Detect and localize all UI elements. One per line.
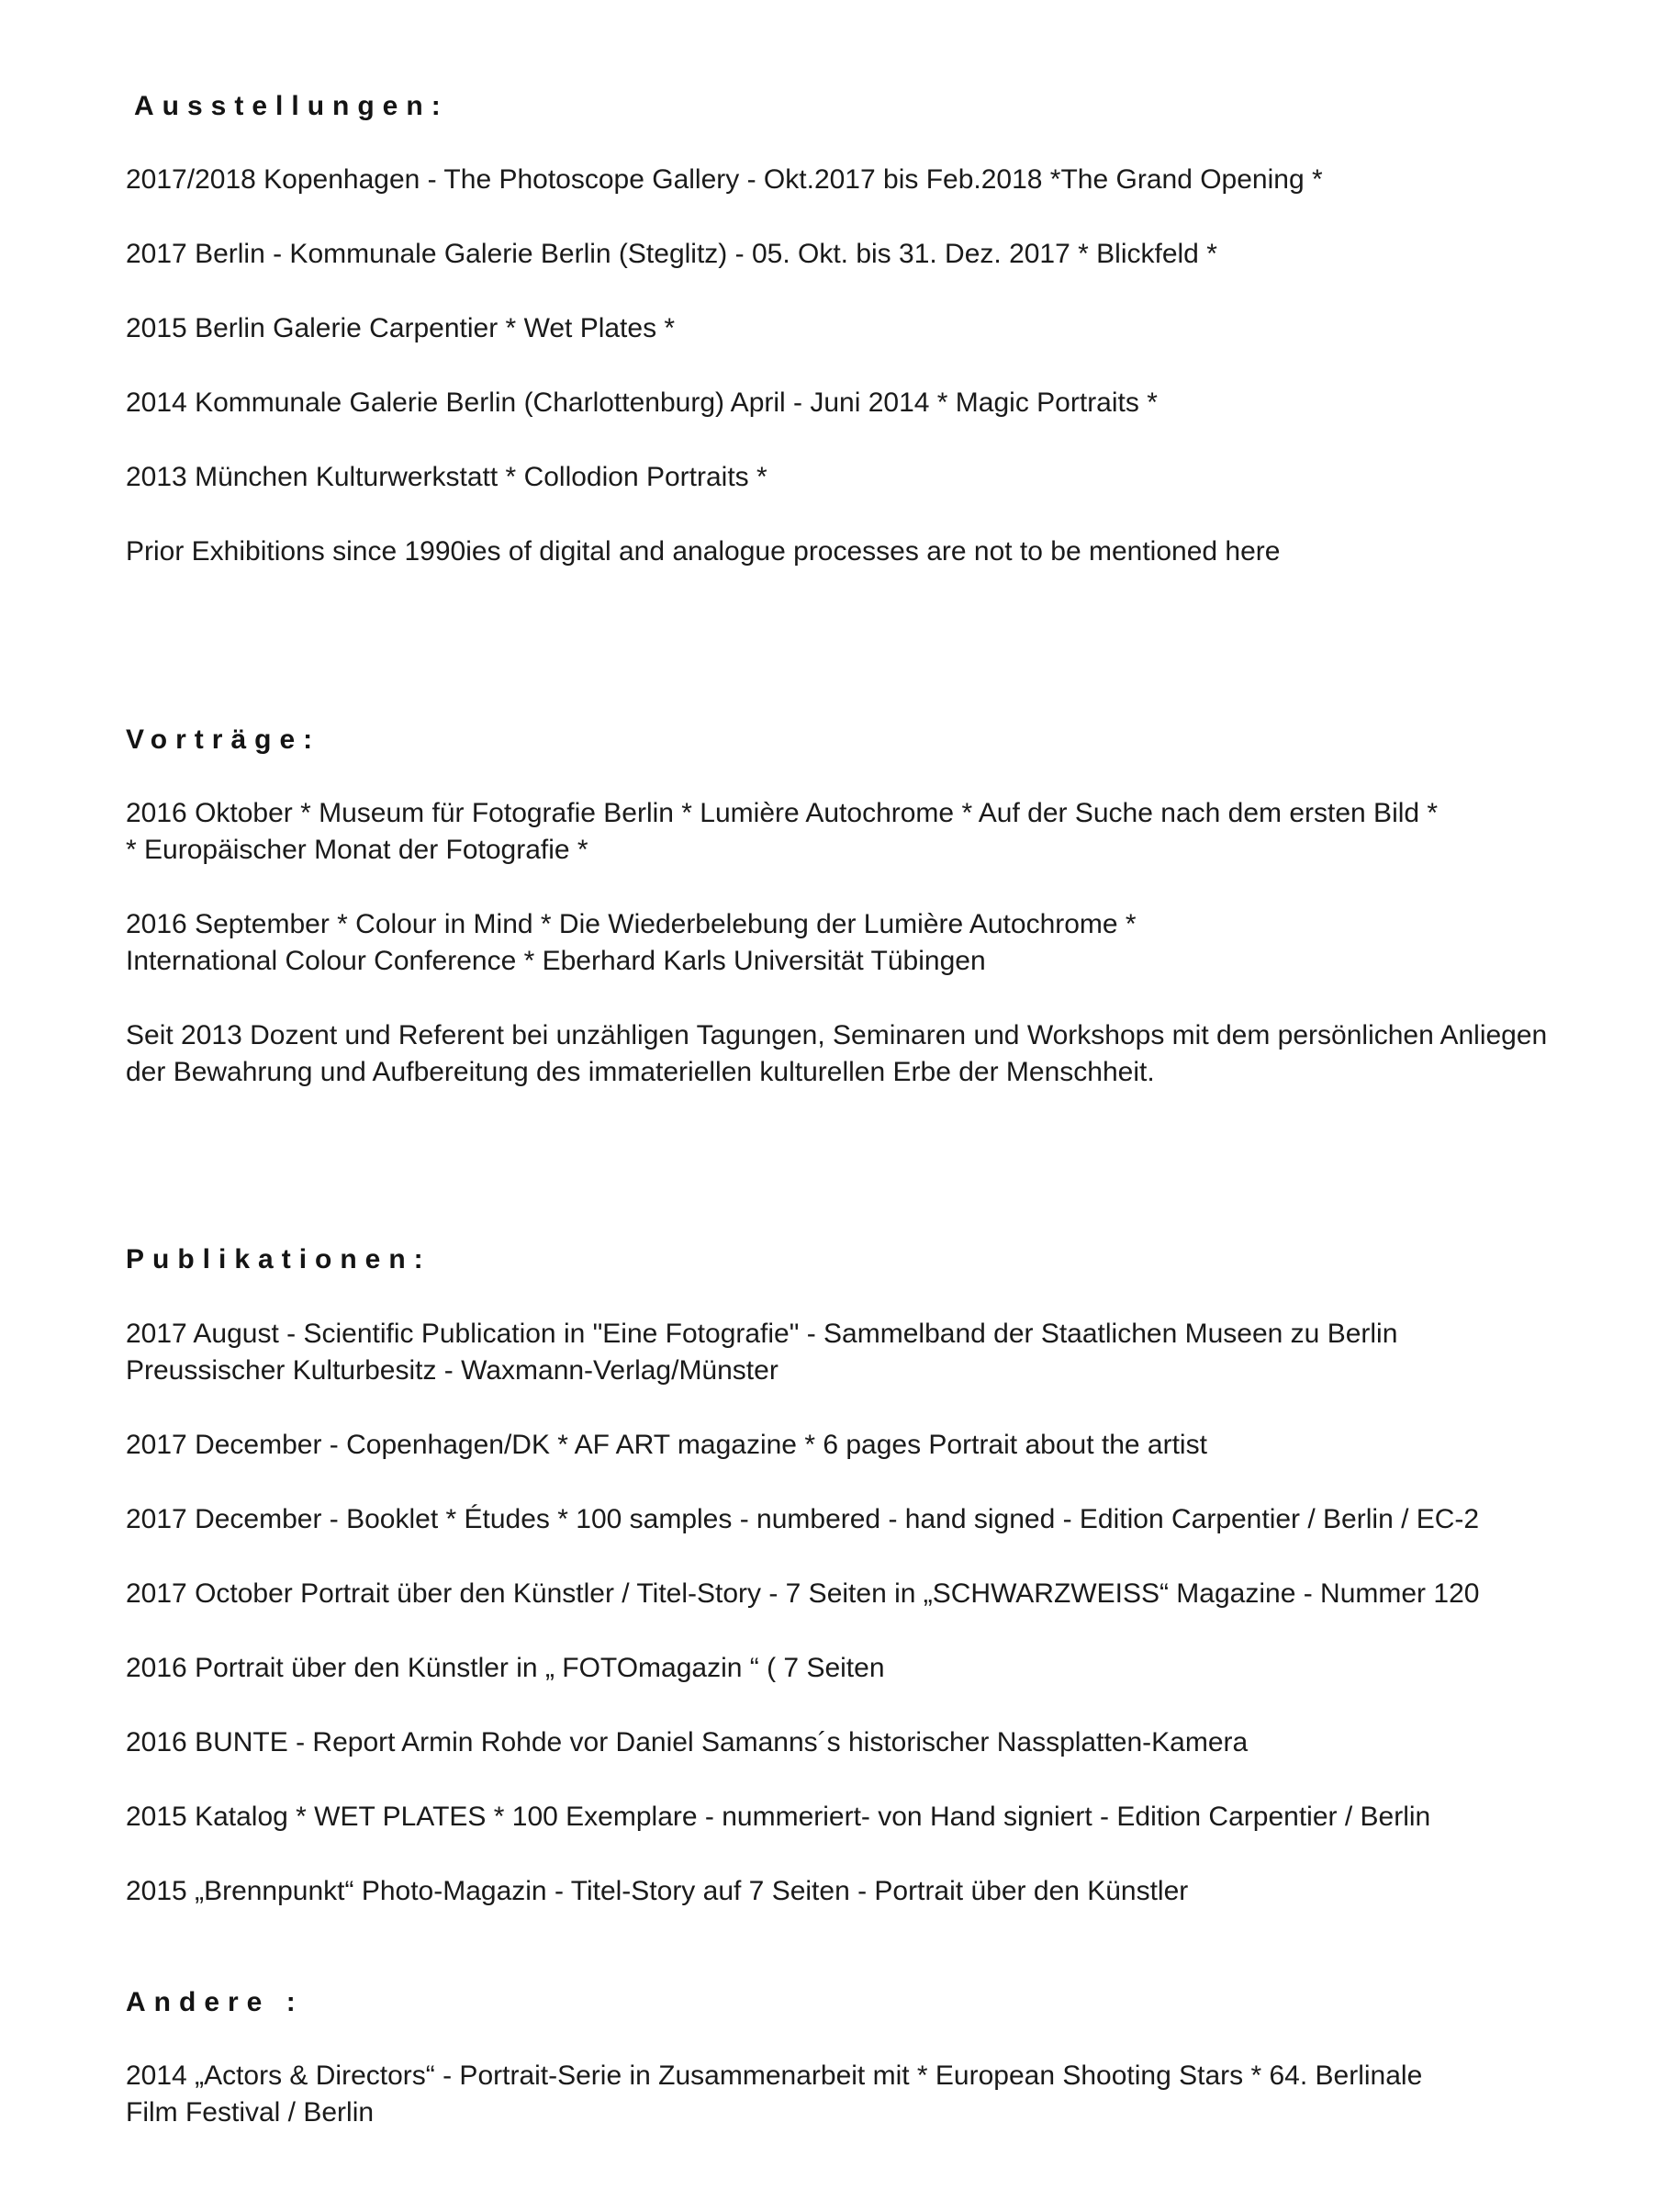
lecture-entry-continuation: der Bewahrung und Aufbereitung des immateriellen kulturellen Erbe der Menschheit.	[126, 1057, 1155, 1087]
lecture-entry: 2016 Oktober * Museum für Fotografie Berlin * Lumière Autochrome * Auf der Suche nach dem ersten Bild *	[126, 798, 1439, 828]
exhibition-entry: 2015 Berlin Galerie Carpentier * Wet Plates *	[126, 313, 676, 343]
section-heading-andere: Andere :	[126, 1987, 304, 2017]
publication-entry: 2017 December - Copenhagen/DK * AF ART magazine * 6 pages Portrait about the artist	[126, 1430, 1207, 1460]
other-entry: 2014 „Actors & Directors“ - Portrait-Serie in Zusammenarbeit mit * European Shooting Stars * 64. Berlinale	[126, 2060, 1423, 2091]
publication-entry: 2016 Portrait über den Künstler in „ FOTOmagazin “ ( 7 Seiten	[126, 1653, 885, 1683]
section-heading-ausstellungen: Ausstellungen:	[134, 91, 449, 121]
exhibition-note: Prior Exhibitions since 1990ies of digital and analogue processes are not to be mentioned here	[126, 536, 1281, 567]
exhibition-entry: 2014 Kommunale Galerie Berlin (Charlottenburg) April - Juni 2014 * Magic Portraits *	[126, 387, 1158, 418]
other-entry-continuation: Film Festival / Berlin	[126, 2097, 375, 2128]
lecture-entry-continuation: * Europäischer Monat der Fotografie *	[126, 835, 588, 865]
section-heading-vortraege: Vorträge:	[126, 724, 321, 755]
exhibition-entry: 2017 Berlin - Kommunale Galerie Berlin (Steglitz) - 05. Okt. bis 31. Dez. 2017 * Blickfeld *	[126, 239, 1217, 269]
exhibition-entry: 2013 München Kulturwerkstatt * Collodion Portraits *	[126, 462, 767, 492]
publication-entry: 2017 August - Scientific Publication in "Eine Fotografie" - Sammelband der Staatlichen Museen zu Berlin	[126, 1319, 1398, 1349]
publication-entry-continuation: Preussischer Kulturbesitz - Waxmann-Verlag/Münster	[126, 1355, 779, 1386]
section-heading-publikationen: Publikationen:	[126, 1244, 431, 1274]
publication-entry: 2015 „Brennpunkt“ Photo-Magazin - Titel-Story auf 7 Seiten - Portrait über den Künstler	[126, 1876, 1189, 1906]
exhibition-entry: 2017/2018 Kopenhagen - The Photoscope Gallery - Okt.2017 bis Feb.2018 *The Grand Opening *	[126, 164, 1323, 195]
publication-entry: 2017 October Portrait über den Künstler / Titel-Story - 7 Seiten in „SCHWARZWEISS“ Magazine - Nummer 120	[126, 1578, 1480, 1609]
publication-entry: 2017 December - Booklet * Études * 100 samples - numbered - hand signed - Edition Carpentier / Berlin / EC-2	[126, 1504, 1480, 1534]
publication-entry: 2016 BUNTE - Report Armin Rohde vor Daniel Samanns´s historischer Nassplatten-Kamera	[126, 1727, 1249, 1757]
publication-entry: 2015 Katalog * WET PLATES * 100 Exemplare - nummeriert- von Hand signiert - Edition Carpentier / Berlin	[126, 1802, 1431, 1832]
lecture-entry: Seit 2013 Dozent und Referent bei unzähligen Tagungen, Seminaren und Workshops mit dem persönlichen Anliegen	[126, 1020, 1548, 1050]
lecture-entry: 2016 September * Colour in Mind * Die Wiederbelebung der Lumière Autochrome *	[126, 909, 1137, 939]
lecture-entry-continuation: International Colour Conference * Eberhard Karls Universität Tübingen	[126, 946, 986, 976]
